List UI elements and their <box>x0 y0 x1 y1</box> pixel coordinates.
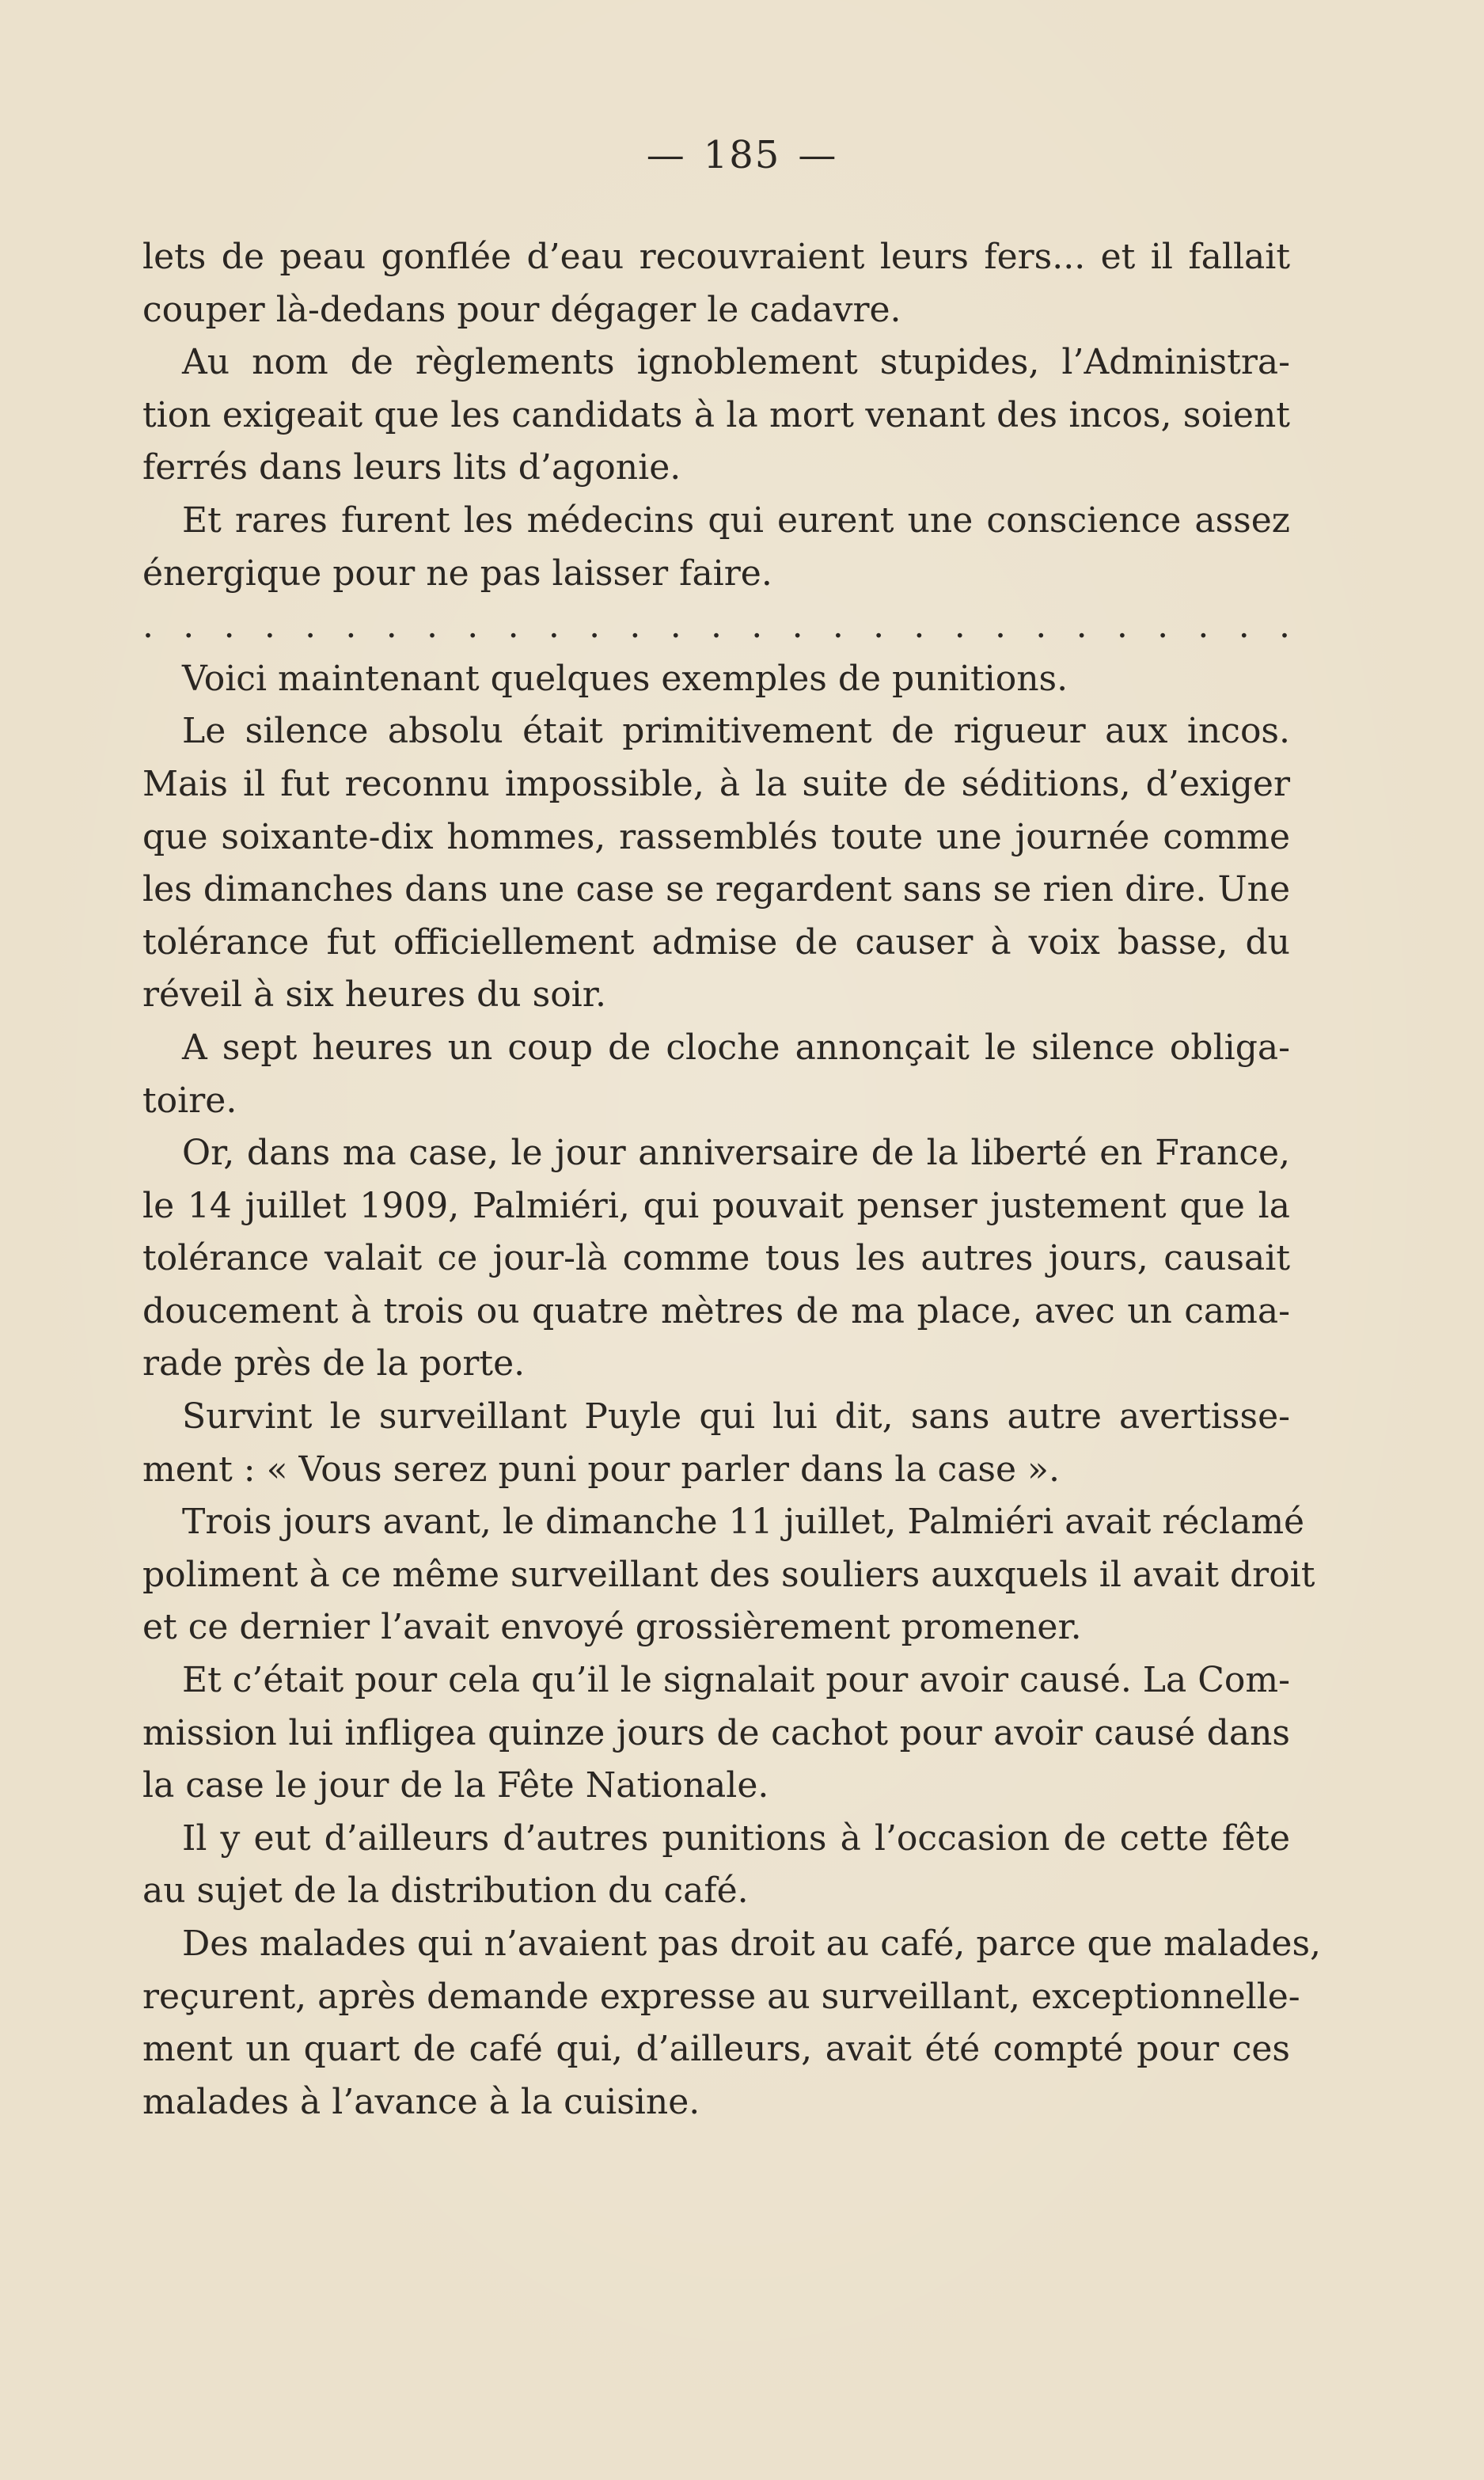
text-line: Mais il fut reconnu impossible, à la suite de séditions, d’exiger <box>142 763 1290 804</box>
text-line: Et c’était pour cela qu’il le signalait pour avoir causé. La Com- <box>182 1660 1290 1701</box>
text-line: Trois jours avant, le dimanche 11 juillet, Palmiéri avait réclamé <box>182 1502 1305 1543</box>
text-line: énergique pour ne pas laisser faire. <box>142 553 772 594</box>
body-text <box>142 231 1322 2129</box>
text-line: ment un quart de café qui, d’ailleurs, avait été compté pour ces <box>142 2029 1290 2070</box>
text-line: Survint le surveillant Puyle qui lui dit, sans autre avertisse- <box>182 1396 1290 1437</box>
text-line: poliment à ce même surveillant des souliers auxquels il avait droit <box>142 1554 1315 1595</box>
text-line: Au nom de règlements ignoblement stupides, l’Administra- <box>182 342 1290 383</box>
text-line: Or, dans ma case, le jour anniversaire de la liberté en France, <box>182 1133 1290 1174</box>
text-line: malades à l’avance à la cuisine. <box>142 2081 700 2122</box>
text-line: ferrés dans leurs lits d’agonie. <box>142 447 681 488</box>
text-line: couper là-dedans pour dégager le cadavre. <box>142 289 901 330</box>
page-number-dash-left: — <box>646 133 686 177</box>
text-line: mission lui infligea quinze jours de cachot pour avoir causé dans <box>142 1712 1290 1753</box>
text-line: doucement à trois ou quatre mètres de ma place, avec un cama- <box>142 1290 1290 1331</box>
text-line: la case le jour de la Fête Nationale. <box>142 1765 769 1806</box>
text-line: les dimanches dans une case se regardent sans se rien dire. Une <box>142 869 1290 910</box>
text-line: ment : « Vous serez puni pour parler dans la case ». <box>142 1449 1060 1490</box>
text-line: réveil à six heures du soir. <box>142 974 606 1016</box>
text-line: et ce dernier l’avait envoyé grossièrement promener. <box>142 1607 1082 1648</box>
text-line: Voici maintenant quelques exemples de punitions. <box>182 658 1068 699</box>
text-line: que soixante-dix hommes, rassemblés toute une journée comme <box>142 816 1290 857</box>
page-number: 185 <box>703 133 781 177</box>
text-line: au sujet de la distribution du café. <box>142 1870 749 1912</box>
text-line: toire. <box>142 1080 237 1121</box>
text-line: Des malades qui n’avaient pas droit au café, parce que malades, <box>182 1924 1322 1964</box>
page-number-header <box>0 133 1484 177</box>
text-line: rade près de la porte. <box>142 1343 526 1384</box>
text-line: le 14 juillet 1909, Palmiéri, qui pouvait penser justement que la <box>142 1185 1290 1226</box>
text-line: Il y eut d’ailleurs d’autres punitions à l’occasion de cette fête <box>182 1817 1290 1859</box>
text-line: Le silence absolu était primitivement de rigueur aux incos. <box>182 711 1290 752</box>
text-line: reçurent, après demande expresse au surveillant, exceptionnelle- <box>142 1976 1300 2017</box>
text-line: Et rares furent les médecins qui eurent une conscience assez <box>182 499 1290 541</box>
text-line: tion exigeait que les candidats à la mort venant des incos, soient <box>142 394 1290 435</box>
text-line: tolérance valait ce jour-là comme tous les autres jours, causait <box>142 1238 1290 1279</box>
text-line: tolérance fut officiellement admise de causer à voix basse, du <box>142 921 1290 963</box>
text-line: A sept heures un coup de cloche annonçait le silence obliga- <box>182 1027 1290 1068</box>
dotted-separator: . . . . . . . . . . . . . . . . . . . . . . . . . . . . . <box>142 606 1290 647</box>
page-number-dash-right: — <box>798 133 838 177</box>
text-line: lets de peau gonflée d’eau recouvraient leurs fers... et il fallait <box>142 237 1290 277</box>
